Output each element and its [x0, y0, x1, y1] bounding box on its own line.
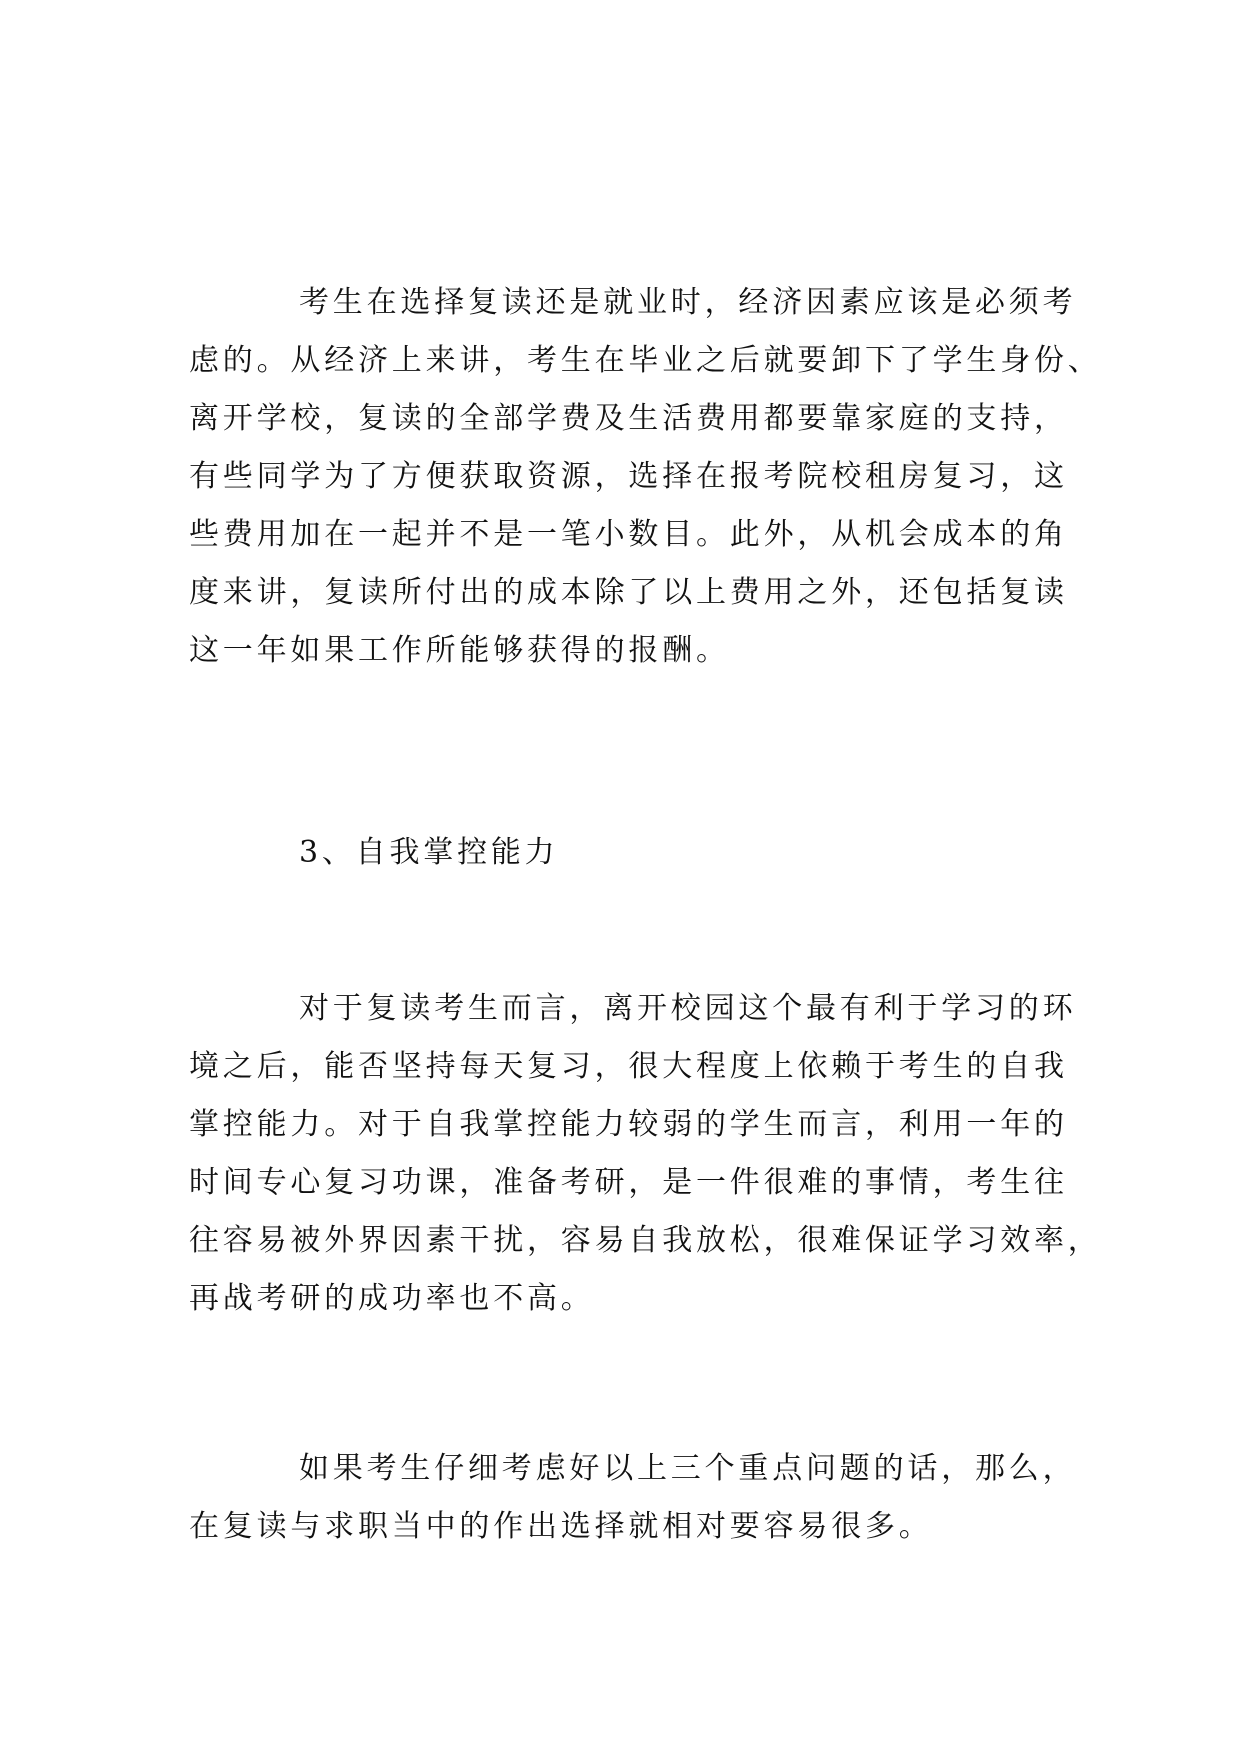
paragraph-line: 时间专心复习功课，准备考研，是一件很难的事情，考生往 — [189, 1165, 1068, 1200]
paragraph-line: 这一年如果工作所能够获得的报酬。 — [189, 633, 730, 668]
paragraph-conclusion — [189, 1440, 1077, 1556]
paragraph-line: 再战考研的成功率也不高。 — [189, 1281, 595, 1316]
paragraph-line: 对于复读考生而言，离开校园这个最有利于学习的环 — [299, 991, 1077, 1026]
section-heading-text: 3、自我掌控能力 — [299, 835, 559, 870]
section-heading — [189, 824, 1059, 882]
paragraph-line: 如果考生仔细考虑好以上三个重点问题的话，那么， — [299, 1451, 1077, 1486]
paragraph-line: 境之后，能否坚持每天复习，很大程度上依赖于考生的自我 — [189, 1049, 1068, 1084]
paragraph-line: 掌控能力。对于自我掌控能力较弱的学生而言，利用一年的 — [189, 1107, 1068, 1142]
paragraph-line: 些费用加在一起并不是一笔小数目。此外，从机会成本的角 — [189, 517, 1068, 552]
paragraph-line: 在复读与求职当中的作出选择就相对要容易很多。 — [189, 1509, 933, 1544]
paragraph-self-control — [189, 980, 1102, 1328]
paragraph-line: 离开学校，复读的全部学费及生活费用都要靠家庭的支持， — [189, 401, 1068, 436]
paragraph-line: 往容易被外界因素干扰，容易自我放松，很难保证学习效率， — [189, 1223, 1102, 1258]
paragraph-line: 考生在选择复读还是就业时，经济因素应该是必须考 — [299, 285, 1077, 320]
paragraph-line: 有些同学为了方便获取资源，选择在报考院校租房复习，这 — [189, 459, 1068, 494]
paragraph-line: 虑的。从经济上来讲，考生在毕业之后就要卸下了学生身份、 — [189, 343, 1102, 378]
paragraph-line: 度来讲，复读所付出的成本除了以上费用之外，还包括复读 — [189, 575, 1068, 610]
paragraph-economic-factors — [189, 274, 1102, 680]
